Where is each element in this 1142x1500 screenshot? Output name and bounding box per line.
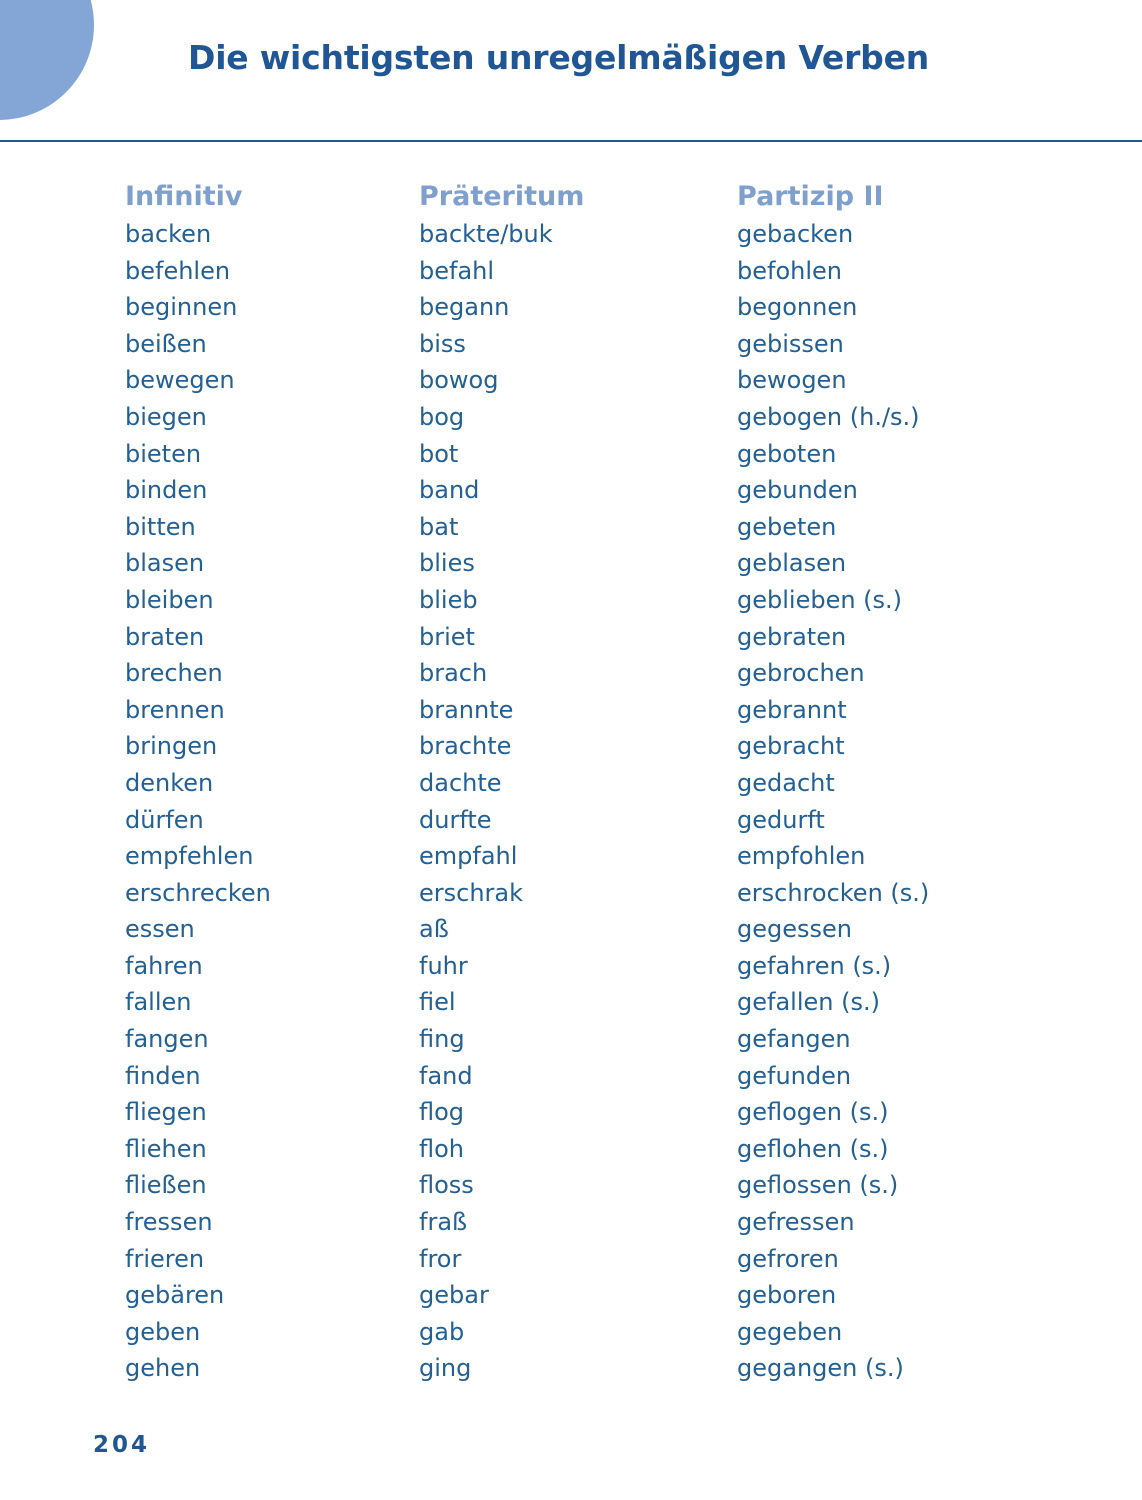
verb-infinitiv: fallen (125, 988, 192, 1017)
verb-praeteritum: aß (419, 915, 449, 944)
verb-partizip: gefressen (737, 1208, 855, 1237)
verb-infinitiv: erschrecken (125, 878, 271, 907)
verb-partizip: geblasen (737, 549, 847, 578)
corner-circle-decoration (0, 0, 94, 120)
verb-infinitiv: dürfen (125, 805, 204, 834)
verb-infinitiv: brechen (125, 659, 223, 688)
verb-partizip: geflogen (s.) (737, 1098, 889, 1127)
verb-praeteritum: begann (419, 293, 510, 322)
verb-infinitiv: frieren (125, 1244, 205, 1273)
verb-praeteritum: empfahl (419, 842, 518, 871)
verb-praeteritum: bot (419, 439, 459, 468)
verb-partizip: geflohen (s.) (737, 1134, 889, 1163)
verb-infinitiv: empfehlen (125, 842, 254, 871)
verb-partizip: empfohlen (737, 842, 866, 871)
column-header-partizip: Partizip II (737, 181, 884, 212)
verb-infinitiv: fliegen (125, 1098, 207, 1127)
verb-partizip: gegangen (s.) (737, 1354, 904, 1383)
verb-praeteritum: brannte (419, 695, 514, 724)
verb-praeteritum: gab (419, 1317, 465, 1346)
verb-infinitiv: blasen (125, 549, 205, 578)
page-number: 204 (93, 1432, 151, 1458)
verb-praeteritum: brach (419, 659, 488, 688)
verb-infinitiv: bleiben (125, 585, 214, 614)
verb-partizip: gebrannt (737, 695, 847, 724)
verb-partizip: erschrocken (s.) (737, 878, 930, 907)
verb-praeteritum: floh (419, 1134, 465, 1163)
verb-praeteritum: blies (419, 549, 475, 578)
verb-partizip: gedacht (737, 768, 835, 797)
verb-infinitiv: finden (125, 1061, 201, 1090)
verb-partizip: gebrochen (737, 659, 865, 688)
column-header-infinitiv: Infinitiv (125, 181, 243, 212)
partizip-list (737, 216, 929, 1387)
praeteritum-list (419, 216, 584, 1387)
verb-partizip: gefroren (737, 1244, 839, 1273)
verb-praeteritum: ging (419, 1354, 472, 1383)
verb-praeteritum: fror (419, 1244, 462, 1273)
verb-praeteritum: bowog (419, 366, 499, 395)
verb-partizip: geblieben (s.) (737, 585, 903, 614)
verb-praeteritum: fraß (419, 1208, 468, 1237)
column-infinitiv (125, 178, 271, 1387)
verb-praeteritum: fing (419, 1025, 465, 1054)
column-header-praeteritum: Präteritum (419, 181, 585, 212)
verb-partizip: gebissen (737, 329, 844, 358)
verb-infinitiv: beginnen (125, 293, 238, 322)
verb-infinitiv: biegen (125, 402, 207, 431)
verb-infinitiv: bitten (125, 512, 196, 541)
verb-partizip: begonnen (737, 293, 858, 322)
verb-infinitiv: fahren (125, 951, 203, 980)
verb-praeteritum: erschrak (419, 878, 524, 907)
verb-infinitiv: fließen (125, 1171, 207, 1200)
header-divider (0, 140, 1142, 142)
verb-partizip: bewogen (737, 366, 847, 395)
verb-praeteritum: fuhr (419, 951, 468, 980)
verb-partizip: gebeten (737, 512, 837, 541)
verb-partizip: gefallen (s.) (737, 988, 880, 1017)
verb-infinitiv: bieten (125, 439, 202, 468)
verb-praeteritum: band (419, 476, 480, 505)
page-title: Die wichtigsten unregelmäßigen Verben (188, 38, 930, 77)
verb-praeteritum: befahl (419, 256, 495, 285)
verb-praeteritum: durfte (419, 805, 492, 834)
verb-partizip: gebacken (737, 220, 854, 248)
verb-partizip: gebogen (h./s.) (737, 402, 920, 431)
verb-partizip: gebunden (737, 476, 858, 505)
verb-infinitiv: befehlen (125, 256, 231, 285)
verb-praeteritum: fiel (419, 988, 456, 1017)
verb-infinitiv: beißen (125, 329, 207, 358)
column-praeteritum (419, 178, 584, 1387)
verb-partizip: gebracht (737, 732, 845, 761)
verb-infinitiv: fliehen (125, 1134, 207, 1163)
verb-partizip: geboren (737, 1281, 837, 1310)
verb-infinitiv: bewegen (125, 366, 235, 395)
verb-praeteritum: brachte (419, 732, 512, 761)
verb-infinitiv: essen (125, 915, 195, 944)
verb-partizip: geboten (737, 439, 837, 468)
verb-partizip: geflossen (s.) (737, 1171, 899, 1200)
verb-partizip: gefunden (737, 1061, 852, 1090)
verb-praeteritum: gebar (419, 1281, 489, 1310)
verb-partizip: befohlen (737, 256, 842, 285)
verb-infinitiv: bringen (125, 732, 218, 761)
verb-infinitiv: gebären (125, 1281, 225, 1310)
verb-partizip: gegeben (737, 1317, 843, 1346)
verb-infinitiv: braten (125, 622, 205, 651)
column-partizip (737, 178, 929, 1387)
verb-praeteritum: bat (419, 512, 459, 541)
verb-praeteritum: flog (419, 1098, 465, 1127)
verb-praeteritum: backte/buk (419, 220, 553, 248)
verb-partizip: gedurft (737, 805, 825, 834)
verb-praeteritum: biss (419, 329, 466, 358)
verb-praeteritum: bog (419, 402, 465, 431)
verb-infinitiv: geben (125, 1317, 201, 1346)
verb-praeteritum: briet (419, 622, 475, 651)
verb-praeteritum: dachte (419, 768, 502, 797)
verb-partizip: gegessen (737, 915, 852, 944)
verb-partizip: gefahren (s.) (737, 951, 892, 980)
verb-partizip: gefangen (737, 1025, 851, 1054)
verb-infinitiv: denken (125, 768, 214, 797)
verb-infinitiv: brennen (125, 695, 225, 724)
verb-infinitiv: binden (125, 476, 208, 505)
verb-infinitiv: fangen (125, 1025, 209, 1054)
verb-infinitiv: fressen (125, 1208, 213, 1237)
infinitiv-list (125, 216, 271, 1387)
verb-infinitiv: gehen (125, 1354, 201, 1383)
verb-praeteritum: fand (419, 1061, 473, 1090)
verb-praeteritum: floss (419, 1171, 474, 1200)
verb-infinitiv: backen (125, 220, 212, 248)
verb-praeteritum: blieb (419, 585, 478, 614)
verb-partizip: gebraten (737, 622, 847, 651)
